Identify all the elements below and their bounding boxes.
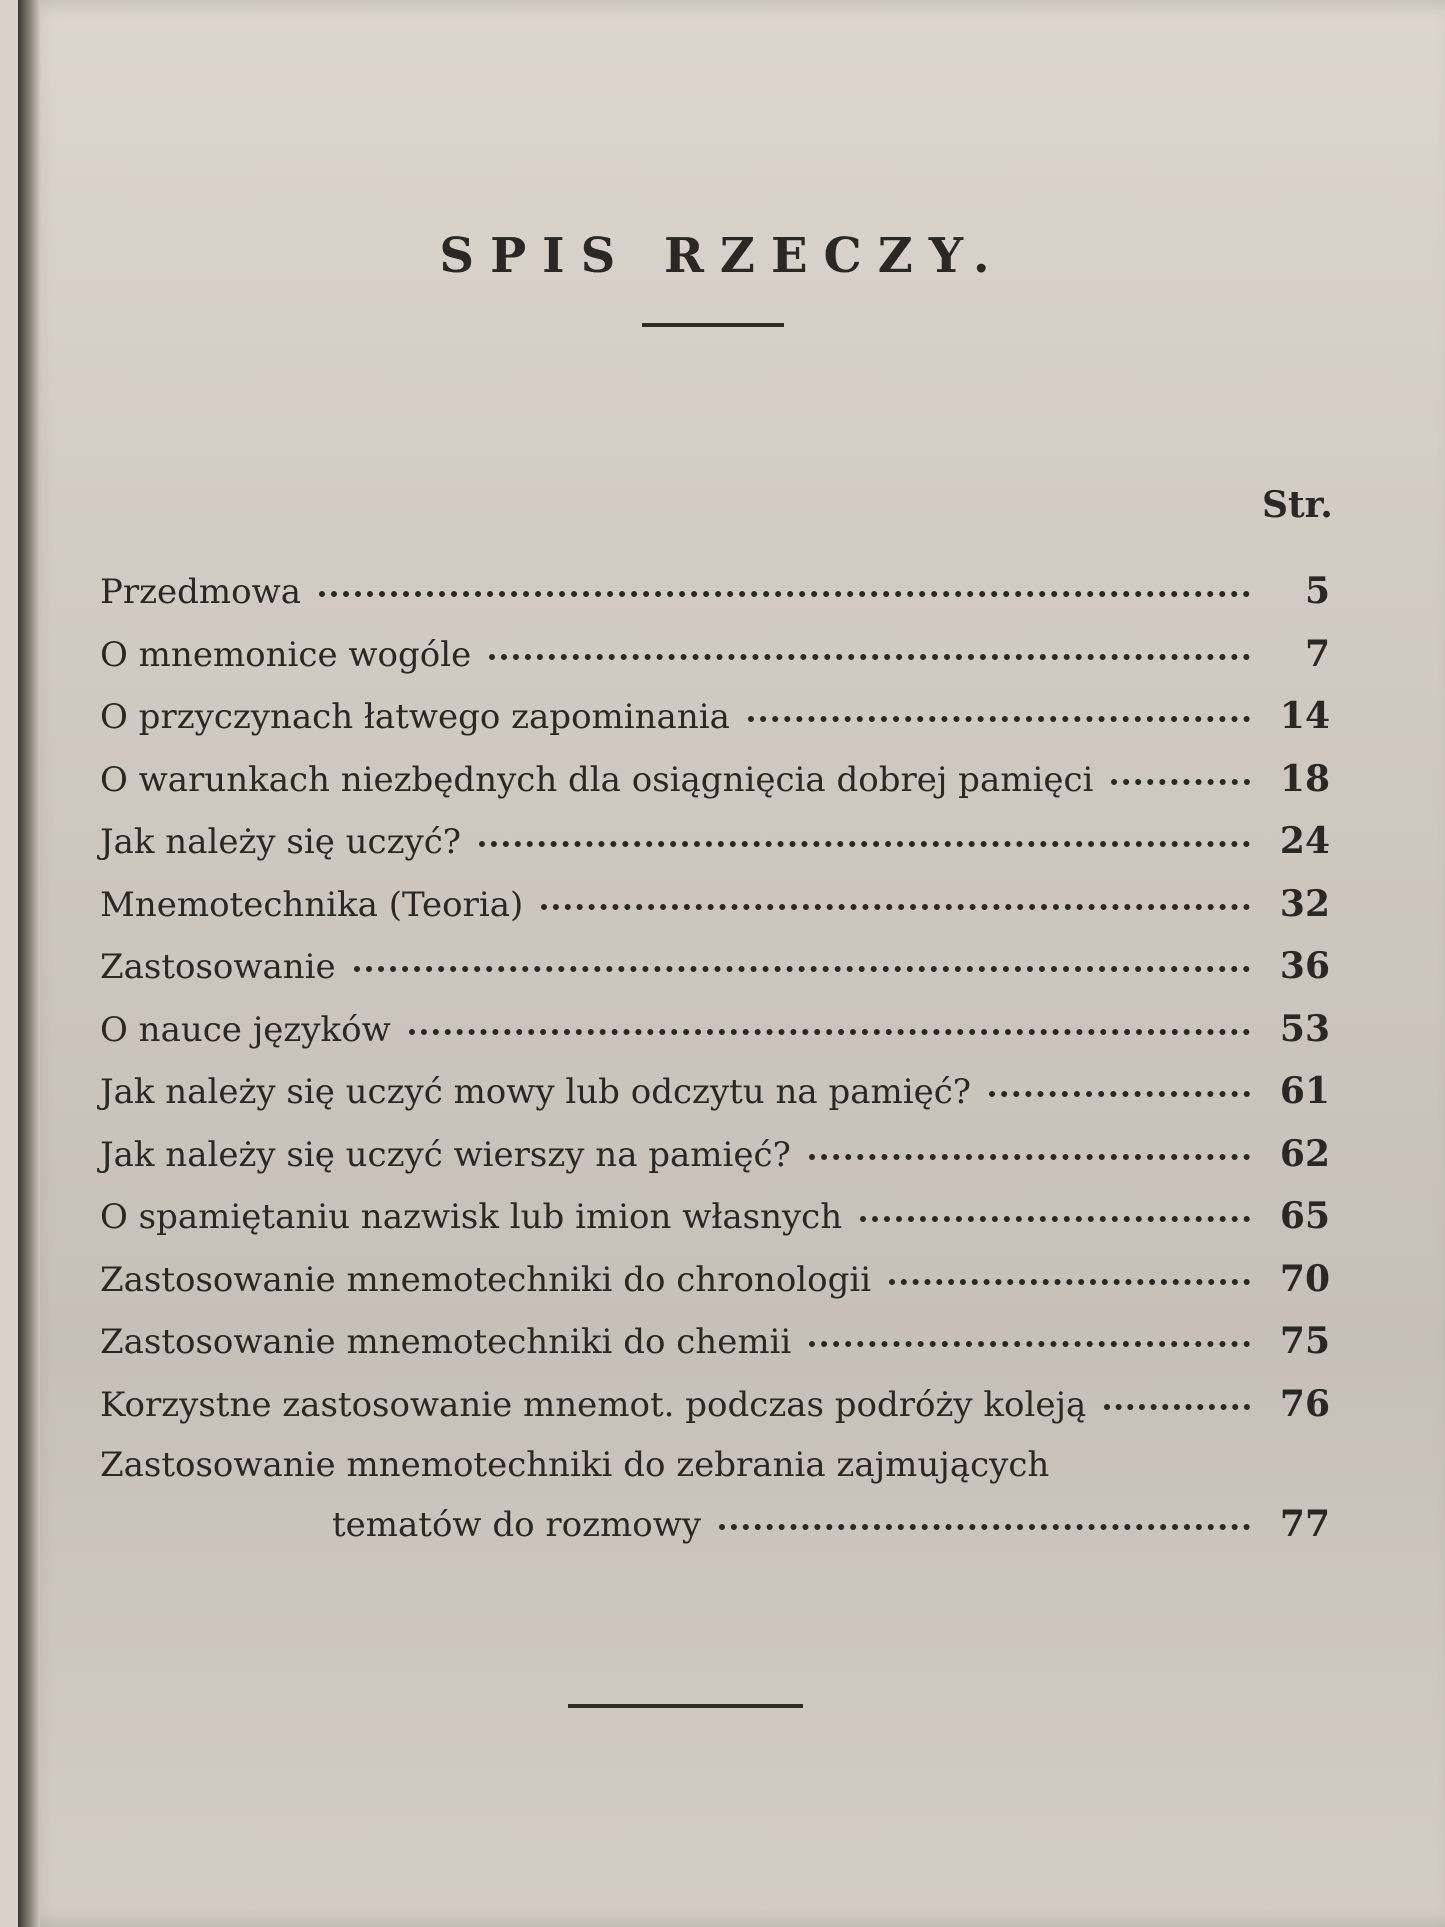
toc-entry bbox=[100, 758, 1330, 821]
dot-leader bbox=[860, 1216, 1250, 1222]
toc-entry-label: Jak należy się uczyć? bbox=[100, 822, 461, 862]
toc-entry-page: 7 bbox=[1304, 632, 1330, 675]
toc-entry-label: Mnemotechnika (Teoria) bbox=[100, 884, 524, 925]
page-column-header: Str. bbox=[1262, 484, 1333, 526]
dot-leader bbox=[489, 654, 1250, 660]
toc-entry-label: Jak należy się uczyć wierszy na pamięć? bbox=[100, 1134, 791, 1175]
toc-entry-label: O warunkach niezbędnych dla osiągnięcia dobrej pamięci bbox=[100, 759, 1094, 800]
toc-entry-page: 32 bbox=[1279, 882, 1330, 925]
toc-entry bbox=[100, 1320, 1330, 1383]
title-divider bbox=[642, 323, 784, 327]
table-of-contents bbox=[100, 570, 1330, 1565]
toc-entry bbox=[100, 1008, 1330, 1071]
toc-entry-label: O mnemonice wogóle bbox=[100, 634, 472, 675]
toc-entry-label: O nauce języków bbox=[100, 1009, 391, 1050]
bottom-divider bbox=[568, 1704, 803, 1708]
toc-entry bbox=[100, 1133, 1330, 1196]
toc-entry-page: 65 bbox=[1279, 1195, 1330, 1237]
toc-entry-page: 76 bbox=[1279, 1382, 1330, 1425]
dot-leader bbox=[809, 1154, 1250, 1160]
toc-entry-label: Zastosowanie mnemotechniki do chemii bbox=[100, 1322, 792, 1362]
dot-leader bbox=[809, 1341, 1250, 1347]
dot-leader bbox=[1104, 1404, 1250, 1410]
toc-entry-label: Jak należy się uczyć mowy lub odczytu na pamięć? bbox=[100, 1072, 972, 1112]
dot-leader bbox=[748, 716, 1250, 722]
toc-entry bbox=[100, 820, 1330, 883]
toc-entry bbox=[100, 1258, 1330, 1321]
toc-entry-page: 53 bbox=[1279, 1007, 1330, 1050]
toc-entry-page: 36 bbox=[1279, 945, 1330, 987]
toc-entry bbox=[100, 1195, 1330, 1258]
toc-entry-label: Zastosowanie mnemotechniki do chronologii bbox=[100, 1259, 872, 1300]
toc-entry bbox=[100, 695, 1330, 758]
toc-entry bbox=[100, 883, 1330, 946]
toc-entry-label-line2: tematów do rozmowy bbox=[332, 1505, 702, 1545]
toc-entry bbox=[100, 1383, 1330, 1446]
toc-entry-label: O przyczynach łatwego zapominania bbox=[100, 697, 730, 737]
toc-entry-page: 18 bbox=[1279, 757, 1330, 800]
toc-entry-second-line bbox=[100, 1503, 1330, 1565]
toc-entry-page: 14 bbox=[1279, 695, 1330, 737]
toc-entry bbox=[100, 1070, 1330, 1133]
dot-leader bbox=[319, 591, 1250, 597]
dot-leader bbox=[989, 1091, 1250, 1097]
dot-leader bbox=[354, 966, 1250, 972]
toc-entry-page: 62 bbox=[1279, 1132, 1330, 1175]
toc-entry-page: 75 bbox=[1279, 1320, 1330, 1362]
dot-leader bbox=[479, 841, 1250, 847]
dot-leader bbox=[409, 1029, 1250, 1035]
toc-entry bbox=[100, 570, 1330, 633]
toc-entry-page: 61 bbox=[1279, 1070, 1330, 1112]
dot-leader bbox=[889, 1279, 1250, 1285]
dot-leader bbox=[1111, 779, 1250, 785]
dot-leader bbox=[541, 904, 1250, 910]
toc-entry-label: Zastosowanie bbox=[100, 947, 336, 987]
toc-entry-label-line1: Zastosowanie mnemotechniki do zebrania zajmujących bbox=[100, 1445, 1050, 1485]
toc-entry-label: Korzystne zastosowanie mnemot. podczas podróży koleją bbox=[100, 1384, 1087, 1425]
toc-entry-page: 5 bbox=[1304, 570, 1330, 612]
toc-entry-multiline bbox=[100, 1445, 1330, 1565]
dot-leader bbox=[719, 1524, 1250, 1530]
page-title: SPIS RZECZY. bbox=[439, 228, 1006, 284]
toc-entry-page: 24 bbox=[1279, 820, 1330, 862]
toc-entry-label: Przedmowa bbox=[100, 572, 302, 612]
toc-entry-label: O spamiętaniu nazwisk lub imion własnych bbox=[100, 1197, 843, 1237]
toc-entry-page: 70 bbox=[1279, 1257, 1330, 1300]
toc-entry-page: 77 bbox=[1279, 1503, 1330, 1545]
toc-entry bbox=[100, 633, 1330, 696]
toc-entry bbox=[100, 945, 1330, 1008]
book-spine bbox=[18, 0, 40, 1927]
